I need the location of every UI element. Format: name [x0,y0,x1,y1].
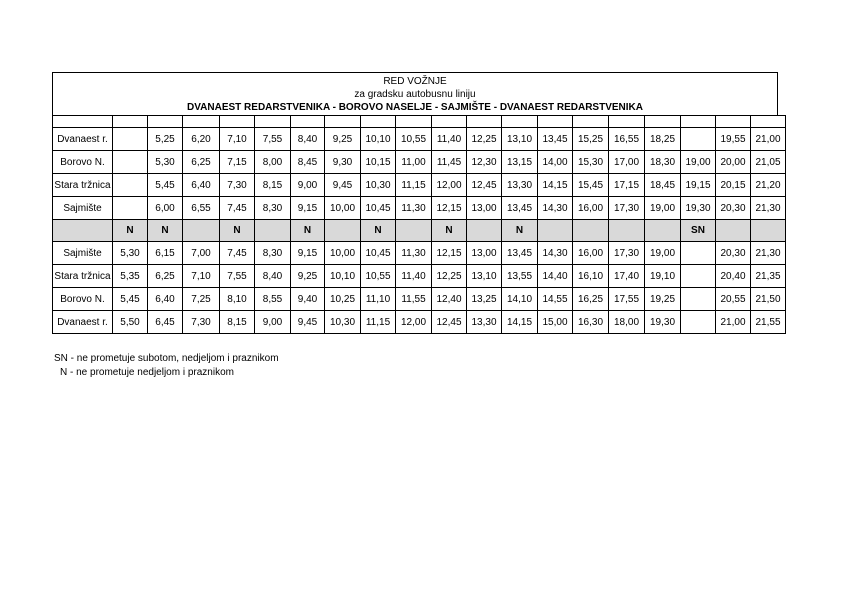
time-cell: 18,25 [645,128,681,151]
time-cell: 10,55 [396,128,432,151]
restriction-mark-cell [573,220,609,242]
time-cell: 7,55 [220,265,255,288]
time-cell: 21,00 [716,311,751,334]
time-cell: 6,15 [148,242,183,265]
time-cell: 8,15 [255,174,291,197]
time-cell: 17,40 [609,265,645,288]
time-cell: 9,15 [291,197,325,220]
timetable-document [52,72,781,334]
empty-cell [53,220,113,242]
time-cell: 9,00 [255,311,291,334]
timetable-header [52,72,778,115]
time-cell: 5,35 [113,265,148,288]
time-cell: 11,15 [361,311,396,334]
time-cell: 14,15 [538,174,573,197]
time-cell: 12,45 [432,311,467,334]
time-cell: 13,30 [502,174,538,197]
table-row [53,197,786,220]
time-cell: 16,30 [573,311,609,334]
time-cell: 10,30 [325,311,361,334]
time-cell: 5,50 [113,311,148,334]
time-cell: 7,10 [220,128,255,151]
time-cell: 7,10 [183,265,220,288]
time-cell: 12,40 [432,288,467,311]
time-cell: 8,00 [255,151,291,174]
restriction-mark-cell: N [113,220,148,242]
restriction-mark-cell: SN [681,220,716,242]
time-cell: 21,00 [751,128,786,151]
restriction-mark-cell: N [148,220,183,242]
empty-cell [751,116,786,128]
time-cell: 11,45 [432,151,467,174]
time-cell: 8,40 [255,265,291,288]
spacer-row [53,116,786,128]
table-row [53,311,786,334]
time-cell: 12,25 [467,128,502,151]
time-cell: 8,10 [220,288,255,311]
time-cell: 13,15 [502,151,538,174]
stop-name-cell: Borovo N. [53,288,113,311]
stop-name-cell: Sajmište [53,242,113,265]
time-cell: 7,15 [220,151,255,174]
empty-cell [502,116,538,128]
time-cell: 5,30 [148,151,183,174]
time-cell: 15,00 [538,311,573,334]
time-cell: 13,55 [502,265,538,288]
time-cell: 12,00 [432,174,467,197]
time-cell: 17,30 [609,197,645,220]
restriction-mark-cell: N [291,220,325,242]
footnote-n: N - ne prometuje nedjeljom i praznikom [60,367,234,378]
time-cell: 5,45 [148,174,183,197]
table-row [53,288,786,311]
stop-name-cell: Dvanaest r. [53,311,113,334]
time-cell: 6,20 [183,128,220,151]
restriction-mark-cell [716,220,751,242]
time-cell: 21,20 [751,174,786,197]
time-cell: 12,30 [467,151,502,174]
time-cell: 13,30 [467,311,502,334]
time-cell: 19,00 [645,197,681,220]
time-cell: 7,45 [220,197,255,220]
time-cell: 8,30 [255,242,291,265]
route-name: DVANAEST REDARSTVENIKA - BOROVO NASELJE - SAJMIŠTE - DVANAEST REDARSTVENIKA [187,102,643,113]
table-row [53,265,786,288]
time-cell: 9,45 [291,311,325,334]
time-cell: 13,25 [467,288,502,311]
time-cell: 19,00 [645,242,681,265]
time-cell: 5,25 [148,128,183,151]
time-cell: 11,15 [396,174,432,197]
time-cell: 8,40 [291,128,325,151]
time-cell: 10,10 [361,128,396,151]
time-cell: 11,40 [432,128,467,151]
time-cell: 7,30 [220,174,255,197]
time-cell: 13,45 [502,242,538,265]
time-cell: 14,15 [502,311,538,334]
empty-cell [432,116,467,128]
time-cell: 6,45 [148,311,183,334]
empty-cell [573,116,609,128]
stop-name-cell: Dvanaest r. [53,128,113,151]
stop-name-cell: Stara tržnica [53,174,113,197]
time-cell: 13,00 [467,197,502,220]
restriction-mark-cell: N [432,220,467,242]
time-cell: 10,00 [325,197,361,220]
footnote-sn: SN - ne prometuje subotom, nedjeljom i praznikom [54,353,279,364]
time-cell: 9,45 [325,174,361,197]
time-cell: 19,30 [681,197,716,220]
time-cell: 6,40 [148,288,183,311]
time-cell: 13,45 [502,197,538,220]
time-cell: 12,00 [396,311,432,334]
time-cell: 6,55 [183,197,220,220]
table-row [53,151,786,174]
empty-cell [183,116,220,128]
time-cell [681,265,716,288]
time-cell: 6,25 [148,265,183,288]
time-cell: 13,45 [538,128,573,151]
time-cell [681,128,716,151]
time-cell: 11,30 [396,197,432,220]
footnotes [54,352,279,380]
time-cell: 9,40 [291,288,325,311]
time-cell: 15,30 [573,151,609,174]
time-cell: 8,15 [220,311,255,334]
time-cell: 10,45 [361,242,396,265]
empty-cell [220,116,255,128]
time-cell: 13,10 [467,265,502,288]
time-cell: 14,30 [538,197,573,220]
time-cell: 10,10 [325,265,361,288]
time-cell: 5,45 [113,288,148,311]
time-cell: 20,40 [716,265,751,288]
empty-cell [325,116,361,128]
time-cell: 11,40 [396,265,432,288]
empty-cell [53,116,113,128]
time-cell: 16,10 [573,265,609,288]
time-cell [113,128,148,151]
time-cell: 16,00 [573,242,609,265]
time-cell: 11,10 [361,288,396,311]
time-cell: 14,30 [538,242,573,265]
stop-name-cell: Borovo N. [53,151,113,174]
time-cell: 15,45 [573,174,609,197]
time-cell: 11,55 [396,288,432,311]
empty-cell [681,116,716,128]
empty-cell [113,116,148,128]
restriction-mark-cell [645,220,681,242]
restriction-mark-cell [609,220,645,242]
time-cell: 20,30 [716,197,751,220]
time-cell: 9,00 [291,174,325,197]
restriction-mark-cell: N [220,220,255,242]
time-cell: 6,40 [183,174,220,197]
time-cell: 7,45 [220,242,255,265]
empty-cell [255,116,291,128]
restriction-mark-cell: N [361,220,396,242]
time-cell: 10,25 [325,288,361,311]
table-row [53,174,786,197]
time-cell: 12,45 [467,174,502,197]
time-cell: 12,25 [432,265,467,288]
timetable-subtitle: za gradsku autobusnu liniju [354,89,476,100]
time-cell [681,242,716,265]
time-cell: 20,30 [716,242,751,265]
stop-name-cell: Sajmište [53,197,113,220]
empty-cell [148,116,183,128]
time-cell: 12,15 [432,242,467,265]
time-cell: 17,15 [609,174,645,197]
time-cell: 7,00 [183,242,220,265]
restriction-mark-cell [396,220,432,242]
empty-cell [716,116,751,128]
empty-cell [291,116,325,128]
time-cell: 9,25 [291,265,325,288]
empty-cell [396,116,432,128]
time-cell: 6,25 [183,151,220,174]
time-cell: 13,10 [502,128,538,151]
restriction-mark-cell: N [502,220,538,242]
time-cell: 5,30 [113,242,148,265]
time-cell: 19,00 [681,151,716,174]
table-row [53,242,786,265]
time-cell [113,174,148,197]
time-cell: 21,55 [751,311,786,334]
time-cell: 21,35 [751,265,786,288]
empty-cell [361,116,396,128]
time-cell: 19,30 [645,311,681,334]
time-cell: 9,15 [291,242,325,265]
time-cell: 21,05 [751,151,786,174]
time-cell: 16,25 [573,288,609,311]
restriction-mark-cell [255,220,291,242]
time-cell: 19,25 [645,288,681,311]
time-cell: 15,25 [573,128,609,151]
stop-name-cell: Stara tržnica [53,265,113,288]
restriction-mark-cell [538,220,573,242]
time-cell: 16,00 [573,197,609,220]
time-cell: 21,30 [751,197,786,220]
time-cell: 20,55 [716,288,751,311]
time-cell: 14,00 [538,151,573,174]
time-cell: 16,55 [609,128,645,151]
time-cell: 19,15 [681,174,716,197]
time-cell: 11,00 [396,151,432,174]
time-cell [113,197,148,220]
time-cell [681,288,716,311]
time-cell: 17,00 [609,151,645,174]
time-cell: 11,30 [396,242,432,265]
empty-cell [538,116,573,128]
time-cell: 21,30 [751,242,786,265]
empty-cell [609,116,645,128]
time-cell: 13,00 [467,242,502,265]
time-cell: 18,30 [645,151,681,174]
time-cell: 8,55 [255,288,291,311]
time-cell: 10,45 [361,197,396,220]
time-cell: 18,45 [645,174,681,197]
time-cell: 7,25 [183,288,220,311]
table-row [53,128,786,151]
time-cell: 14,10 [502,288,538,311]
time-cell: 14,40 [538,265,573,288]
empty-cell [645,116,681,128]
time-cell: 9,30 [325,151,361,174]
time-cell: 12,15 [432,197,467,220]
time-cell: 10,55 [361,265,396,288]
time-cell: 7,55 [255,128,291,151]
time-cell: 17,30 [609,242,645,265]
restriction-mark-cell [325,220,361,242]
time-cell: 8,30 [255,197,291,220]
time-cell: 10,00 [325,242,361,265]
time-cell: 17,55 [609,288,645,311]
timetable-table [52,115,786,334]
time-cell [681,311,716,334]
time-cell: 21,50 [751,288,786,311]
time-cell: 6,00 [148,197,183,220]
time-cell: 10,15 [361,151,396,174]
time-cell: 18,00 [609,311,645,334]
restriction-mark-cell [467,220,502,242]
empty-cell [467,116,502,128]
time-cell: 9,25 [325,128,361,151]
time-cell: 10,30 [361,174,396,197]
restriction-marks-row [53,220,786,242]
time-cell: 7,30 [183,311,220,334]
time-cell: 14,55 [538,288,573,311]
time-cell: 8,45 [291,151,325,174]
time-cell: 20,15 [716,174,751,197]
time-cell: 19,10 [645,265,681,288]
restriction-mark-cell [183,220,220,242]
restriction-mark-cell [751,220,786,242]
time-cell: 19,55 [716,128,751,151]
timetable-title: RED VOŽNJE [383,76,447,87]
time-cell [113,151,148,174]
time-cell: 20,00 [716,151,751,174]
